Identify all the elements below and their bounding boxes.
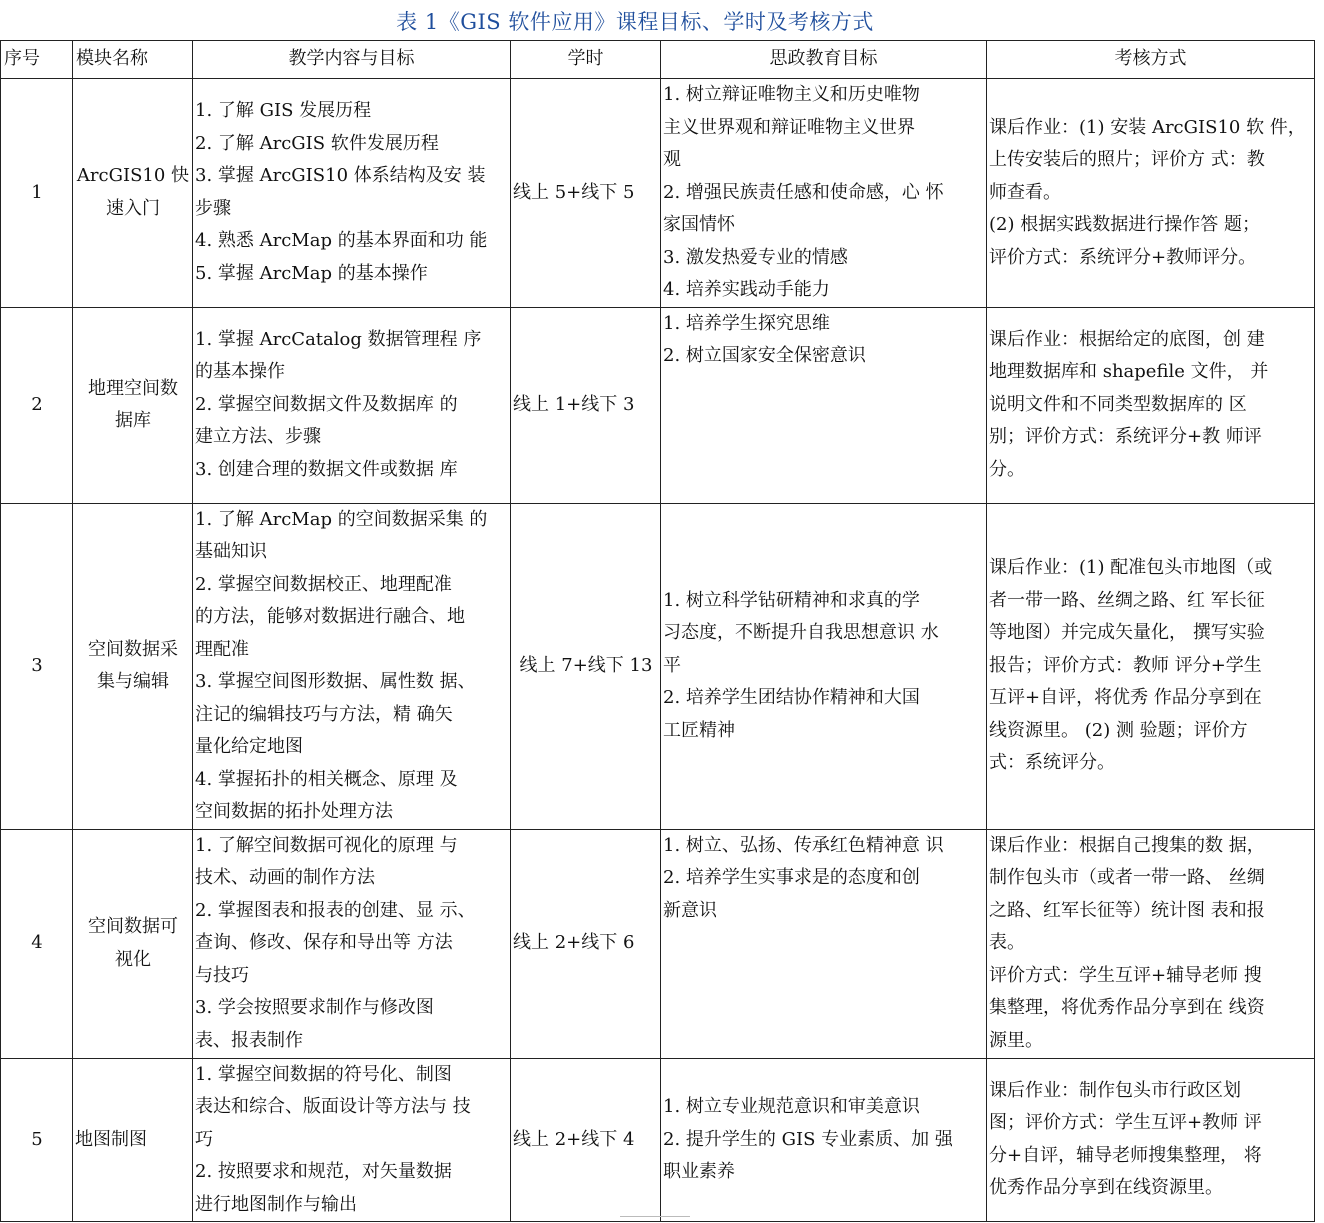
teaching-content-line: 注记的编辑技巧与方法，精 确矢	[195, 703, 453, 725]
assessment-method-line: 优秀作品分享到在线资源里。	[989, 1177, 1223, 1199]
assessment-method-line: 分。	[989, 458, 1025, 480]
ideology-goals-line: 主义世界观和辩证唯物主义世界	[663, 116, 915, 138]
ideology-goals-line: 1. 树立、弘扬、传承红色精神意 识	[663, 834, 944, 856]
module-name	[73, 79, 193, 308]
ideology-goals	[661, 307, 987, 503]
ideology-goals-line: 2. 培养学生团结协作精神和大国	[663, 687, 920, 709]
assessment-method-line: 别；评价方式：系统评分+教 师评	[989, 426, 1262, 448]
teaching-content-line: 进行地图制作与输出	[195, 1193, 357, 1215]
ideology-goals-line: 平	[663, 654, 681, 676]
assessment-method	[987, 829, 1315, 1058]
table-row	[1, 1058, 1315, 1222]
teaching-content-line: 基础知识	[195, 541, 267, 562]
teaching-content-line: 1. 掌握空间数据的符号化、制图	[195, 1063, 452, 1085]
ideology-goals	[661, 829, 987, 1058]
ideology-goals	[661, 1058, 987, 1222]
assessment-method-line: 图；评价方式：学生互评+教师 评	[989, 1112, 1262, 1134]
module-name-line: 空间数据可	[88, 916, 178, 937]
module-name-line: ArcGIS10 快	[76, 165, 190, 187]
assessment-method-line: 师查看。	[989, 181, 1061, 203]
teaching-content-line: 3. 学会按照要求制作与修改图	[195, 997, 434, 1019]
header-assessment: 考核方式	[987, 41, 1315, 79]
row-index: 2	[1, 307, 73, 503]
header-hours: 学时	[511, 41, 661, 79]
course-table	[0, 40, 1315, 1222]
assessment-method-line: 上传安装后的照片；评价方 式：教	[989, 149, 1265, 170]
ideology-goals-line: 职业素养	[663, 1161, 735, 1182]
class-hours: 线上 2+线下 4	[511, 1058, 661, 1222]
assessment-method-line: 课后作业：(1) 安装 ArcGIS10 软 件，	[989, 116, 1306, 138]
assessment-method-line: 表。	[989, 932, 1025, 954]
table-row	[1, 503, 1315, 829]
assessment-method	[987, 1058, 1315, 1222]
assessment-method-line: 线资源里。 (2) 测 验题；评价方	[989, 719, 1248, 741]
teaching-content-line: 空间数据的拓扑处理方法	[195, 801, 393, 822]
teaching-content	[193, 307, 511, 503]
ideology-goals-line: 1. 树立专业规范意识和审美意识	[663, 1096, 920, 1117]
teaching-content-line: 的基本操作	[195, 361, 285, 383]
assessment-method-line: 式：系统评分。	[989, 752, 1115, 774]
assessment-method-line: 地理数据库和 shapefile 文件， 并	[989, 361, 1269, 383]
teaching-content-line: 1. 了解 GIS 发展历程	[195, 100, 372, 122]
ideology-goals-line: 家国情怀	[663, 214, 735, 235]
teaching-content-line: 量化给定地图	[195, 736, 303, 757]
module-name	[73, 503, 193, 829]
class-hours: 线上 2+线下 6	[511, 829, 661, 1058]
module-name-line: 地理空间数	[88, 377, 178, 399]
ideology-goals-line: 3. 激发热爱专业的情感	[663, 246, 848, 268]
assessment-method-line: 课后作业：制作包头市行政区划	[989, 1079, 1241, 1101]
teaching-content-line: 表达和综合、版面设计等方法与 技	[195, 1096, 471, 1117]
row-index: 1	[1, 79, 73, 308]
header-content: 教学内容与目标	[193, 41, 511, 79]
class-hours: 线上 5+线下 5	[511, 79, 661, 308]
teaching-content-line: 1. 了解空间数据可视化的原理 与	[195, 834, 458, 856]
teaching-content-line: 技术、动画的制作方法	[195, 867, 375, 889]
row-index: 3	[1, 503, 73, 829]
teaching-content	[193, 503, 511, 829]
assessment-method-line: 互评+自评，将优秀 作品分享到在	[989, 687, 1262, 709]
ideology-goals-line: 1. 树立科学钻研精神和求真的学	[663, 589, 920, 611]
teaching-content-line: 查询、修改、保存和导出等 方法	[195, 932, 453, 954]
ideology-goals-line: 2. 提升学生的 GIS 专业素质、加 强	[663, 1128, 953, 1150]
module-name	[73, 307, 193, 503]
assessment-method-line: 课后作业：根据自己搜集的数 据，	[989, 834, 1265, 856]
module-name-line: 地图制图	[75, 1128, 147, 1150]
teaching-content-line: 的方法，能够对数据进行融合、地	[195, 606, 465, 627]
teaching-content-line: 2. 按照要求和规范，对矢量数据	[195, 1161, 452, 1182]
teaching-content-line: 2. 掌握图表和报表的创建、显 示、	[195, 899, 476, 921]
assessment-method	[987, 79, 1315, 308]
teaching-content	[193, 79, 511, 308]
assessment-method-line: 课后作业：根据给定的底图，创 建	[989, 328, 1265, 350]
teaching-content-line: 与技巧	[195, 964, 249, 986]
ideology-goals-line: 1. 培养学生探究思维	[663, 312, 830, 334]
teaching-content-line: 理配准	[195, 638, 249, 660]
teaching-content-line: 建立方法、步骤	[195, 426, 321, 448]
ideology-goals-line: 习态度，不断提升自我思想意识 水	[663, 622, 939, 644]
teaching-content-line: 3. 掌握空间图形数据、属性数 据、	[195, 671, 476, 692]
table-row	[1, 79, 1315, 308]
ideology-goals-line: 2. 增强民族责任感和使命感，心 怀	[663, 181, 944, 203]
ideology-goals-line: 1. 树立辩证唯物主义和历史唯物	[663, 84, 920, 105]
teaching-content-line: 1. 掌握 ArcCatalog 数据管理程 序	[195, 328, 482, 350]
assessment-method-line: 报告；评价方式：教师 评分+学生	[989, 654, 1262, 676]
teaching-content-line: 5. 掌握 ArcMap 的基本操作	[195, 262, 428, 284]
ideology-goals-line: 2. 树立国家安全保密意识	[663, 345, 866, 366]
teaching-content-line: 3. 创建合理的数据文件或数据 库	[195, 458, 458, 480]
ideology-goals-line: 2. 培养学生实事求是的态度和创	[663, 867, 920, 888]
teaching-content-line: 2. 掌握空间数据校正、地理配准	[195, 573, 452, 595]
ideology-goals-line: 新意识	[663, 899, 717, 921]
assessment-method-line: 源里。	[989, 1029, 1043, 1051]
teaching-content-line: 2. 了解 ArcGIS 软件发展历程	[195, 132, 439, 154]
row-index: 4	[1, 829, 73, 1058]
teaching-content-line: 巧	[195, 1128, 213, 1150]
module-name-line: 视化	[115, 948, 151, 970]
assessment-method-line: 等地图）并完成矢量化， 撰写实验	[989, 622, 1265, 644]
ideology-goals-line: 工匠精神	[663, 719, 735, 741]
teaching-content-line: 步骤	[195, 197, 231, 219]
module-name-line: 据库	[115, 410, 151, 431]
module-name-line: 速入门	[106, 197, 160, 219]
header-module: 模块名称	[73, 41, 193, 79]
teaching-content-line: 1. 了解 ArcMap 的空间数据采集 的	[195, 508, 488, 530]
class-hours: 线上 1+线下 3	[511, 307, 661, 503]
module-name	[73, 829, 193, 1058]
assessment-method-line: (2) 根据实践数据进行操作答 题；	[989, 214, 1260, 235]
teaching-content-line: 2. 掌握空间数据文件及数据库 的	[195, 393, 458, 415]
assessment-method-line: 制作包头市（或者一带一路、 丝绸	[989, 867, 1265, 889]
table-row	[1, 307, 1315, 503]
assessment-method-line: 分+自评，辅导老师搜集整理， 将	[989, 1144, 1262, 1166]
teaching-content-line: 表、报表制作	[195, 1029, 303, 1051]
table-title: 表 1《GIS 软件应用》课程目标、学时及考核方式	[396, 10, 874, 34]
header-index: 序号	[1, 41, 73, 79]
module-name-line: 集与编辑	[97, 671, 169, 692]
teaching-content-line: 4. 熟悉 ArcMap 的基本界面和功 能	[195, 230, 488, 252]
teaching-content	[193, 829, 511, 1058]
row-index: 5	[1, 1058, 73, 1222]
teaching-content	[193, 1058, 511, 1222]
assessment-method-line: 评价方式：系统评分+教师评分。	[989, 246, 1257, 268]
class-hours: 线上 7+线下 13	[511, 503, 661, 829]
module-name	[73, 1058, 193, 1222]
assessment-method-line: 之路、红军长征等）统计图 表和报	[989, 899, 1265, 921]
assessment-method	[987, 307, 1315, 503]
assessment-method-line: 集整理，将优秀作品分享到在 线资	[989, 997, 1265, 1019]
teaching-content-line: 4. 掌握拓扑的相关概念、原理 及	[195, 768, 458, 790]
module-name-line: 空间数据采	[88, 638, 178, 660]
assessment-method-line: 评价方式：学生互评+辅导老师 搜	[989, 964, 1262, 986]
header-ideology: 思政教育目标	[661, 41, 987, 79]
table-row	[1, 829, 1315, 1058]
teaching-content-line: 3. 掌握 ArcGIS10 体系结构及安 装	[195, 165, 486, 187]
assessment-method-line: 者一带一路、丝绸之路、红 军长征	[989, 589, 1265, 611]
ideology-goals	[661, 79, 987, 308]
ideology-goals-line: 观	[663, 149, 681, 170]
assessment-method	[987, 503, 1315, 829]
assessment-method-line: 课后作业：(1) 配准包头市地图（或	[989, 557, 1273, 579]
ideology-goals	[661, 503, 987, 829]
assessment-method-line: 说明文件和不同类型数据库的 区	[989, 393, 1247, 415]
ideology-goals-line: 4. 培养实践动手能力	[663, 279, 830, 300]
header-row	[1, 41, 1315, 79]
